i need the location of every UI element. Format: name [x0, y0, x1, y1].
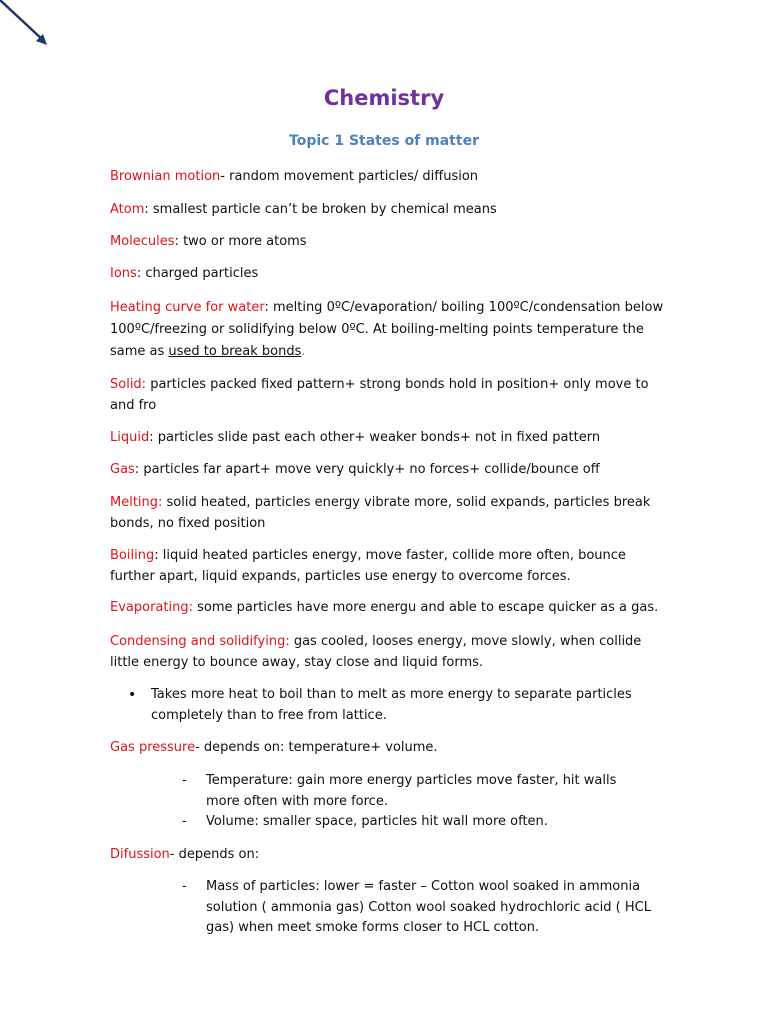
definition: : melting 0ºC/evaporation/ boiling 100ºC/condensation below 100ºC/freezing or solidifying below 0ºC. At boiling-melting points temperature the same as — [110, 300, 664, 359]
entry-condensing — [110, 632, 670, 673]
entry-melting — [110, 493, 670, 534]
pressure-item-volume — [182, 812, 652, 833]
definition: : two or more atoms — [174, 234, 307, 249]
bullet-text: Takes more heat to boil than to melt as more energy to separate particles completely than to free from lattice. — [151, 687, 632, 723]
definition: - random movement particles/ diffusion — [220, 169, 479, 184]
page-title: Chemistry — [323, 86, 445, 110]
term: Gas — [110, 462, 135, 477]
definition: : smallest particle can’t be broken by chemical means — [144, 202, 497, 217]
bullet-item — [110, 685, 670, 726]
dash-icon: - — [182, 879, 187, 894]
entry-difussion — [110, 845, 670, 866]
term: Evaporating: — [110, 600, 193, 615]
term: Melting: — [110, 495, 163, 510]
entry-atom — [110, 200, 670, 221]
definition: : particles slide past each other+ weaker bonds+ not in fixed pattern — [149, 430, 601, 445]
term: Solid: — [110, 377, 147, 392]
diffusion-item-mass — [182, 877, 652, 939]
entry-molecules — [110, 232, 670, 253]
term: Difussion — [110, 847, 170, 862]
entry-ions — [110, 264, 670, 285]
entry-gas-pressure — [110, 738, 670, 759]
arrow-icon — [0, 0, 52, 50]
definition: solid heated, particles energy vibrate more, solid expands, particles break bonds, no fixed position — [110, 495, 651, 531]
term: Brownian motion — [110, 169, 221, 184]
term: Atom — [110, 202, 145, 217]
term: Condensing and solidifying: — [110, 634, 290, 649]
term: Boiling — [110, 548, 155, 563]
pressure-item-temperature — [182, 771, 652, 812]
entry-boiling — [110, 546, 670, 587]
definition: - depends on: — [169, 847, 260, 862]
term: Ions — [110, 266, 137, 281]
definition: gas cooled, looses energy, move slowly, when collide little energy to bounce away, stay close and liquid forms. — [110, 634, 642, 670]
term: Heating curve for water — [110, 300, 265, 315]
underlined-phrase: used to break bonds — [168, 344, 302, 359]
definition: particles packed fixed pattern+ strong bonds hold in position+ only move to and fro — [110, 377, 649, 413]
term: Liquid — [110, 430, 150, 445]
entry-heating-curve — [110, 297, 670, 363]
entry-solid — [110, 375, 670, 416]
entry-evaporating — [110, 598, 670, 619]
entry-liquid — [110, 428, 670, 449]
definition: : liquid heated particles energy, move faster, collide more often, bounce further apart, liquid expands, particles use energy to overcome forces. — [110, 548, 626, 584]
term: Gas pressure — [110, 740, 196, 755]
definition: : charged particles — [136, 266, 259, 281]
end-period: . — [301, 344, 306, 359]
dash-icon: - — [182, 814, 187, 829]
item-text: Volume: smaller space, particles hit wall more often. — [206, 814, 548, 829]
topic-subtitle: Topic 1 States of matter — [289, 133, 479, 149]
term: Molecules — [110, 234, 175, 249]
definition: : particles far apart+ move very quickly+ no forces+ collide/bounce off — [134, 462, 600, 477]
item-text: Mass of particles: lower = faster – Cotton wool soaked in ammonia solution ( ammonia gas) Cotton wool soaked hydrochloric acid ( HCL gas) when meet smoke forms closer to HCL cotton. — [206, 879, 651, 935]
dash-icon: - — [182, 773, 187, 788]
entry-brownian-motion — [110, 167, 670, 188]
definition: some particles have more energu and able to escape quicker as a gas. — [192, 600, 659, 615]
definition: - depends on: temperature+ volume. — [195, 740, 438, 755]
item-text: Temperature: gain more energy particles move faster, hit walls more often with more force. — [206, 773, 617, 809]
bullet-icon: • — [128, 687, 137, 703]
entry-gas — [110, 460, 670, 481]
